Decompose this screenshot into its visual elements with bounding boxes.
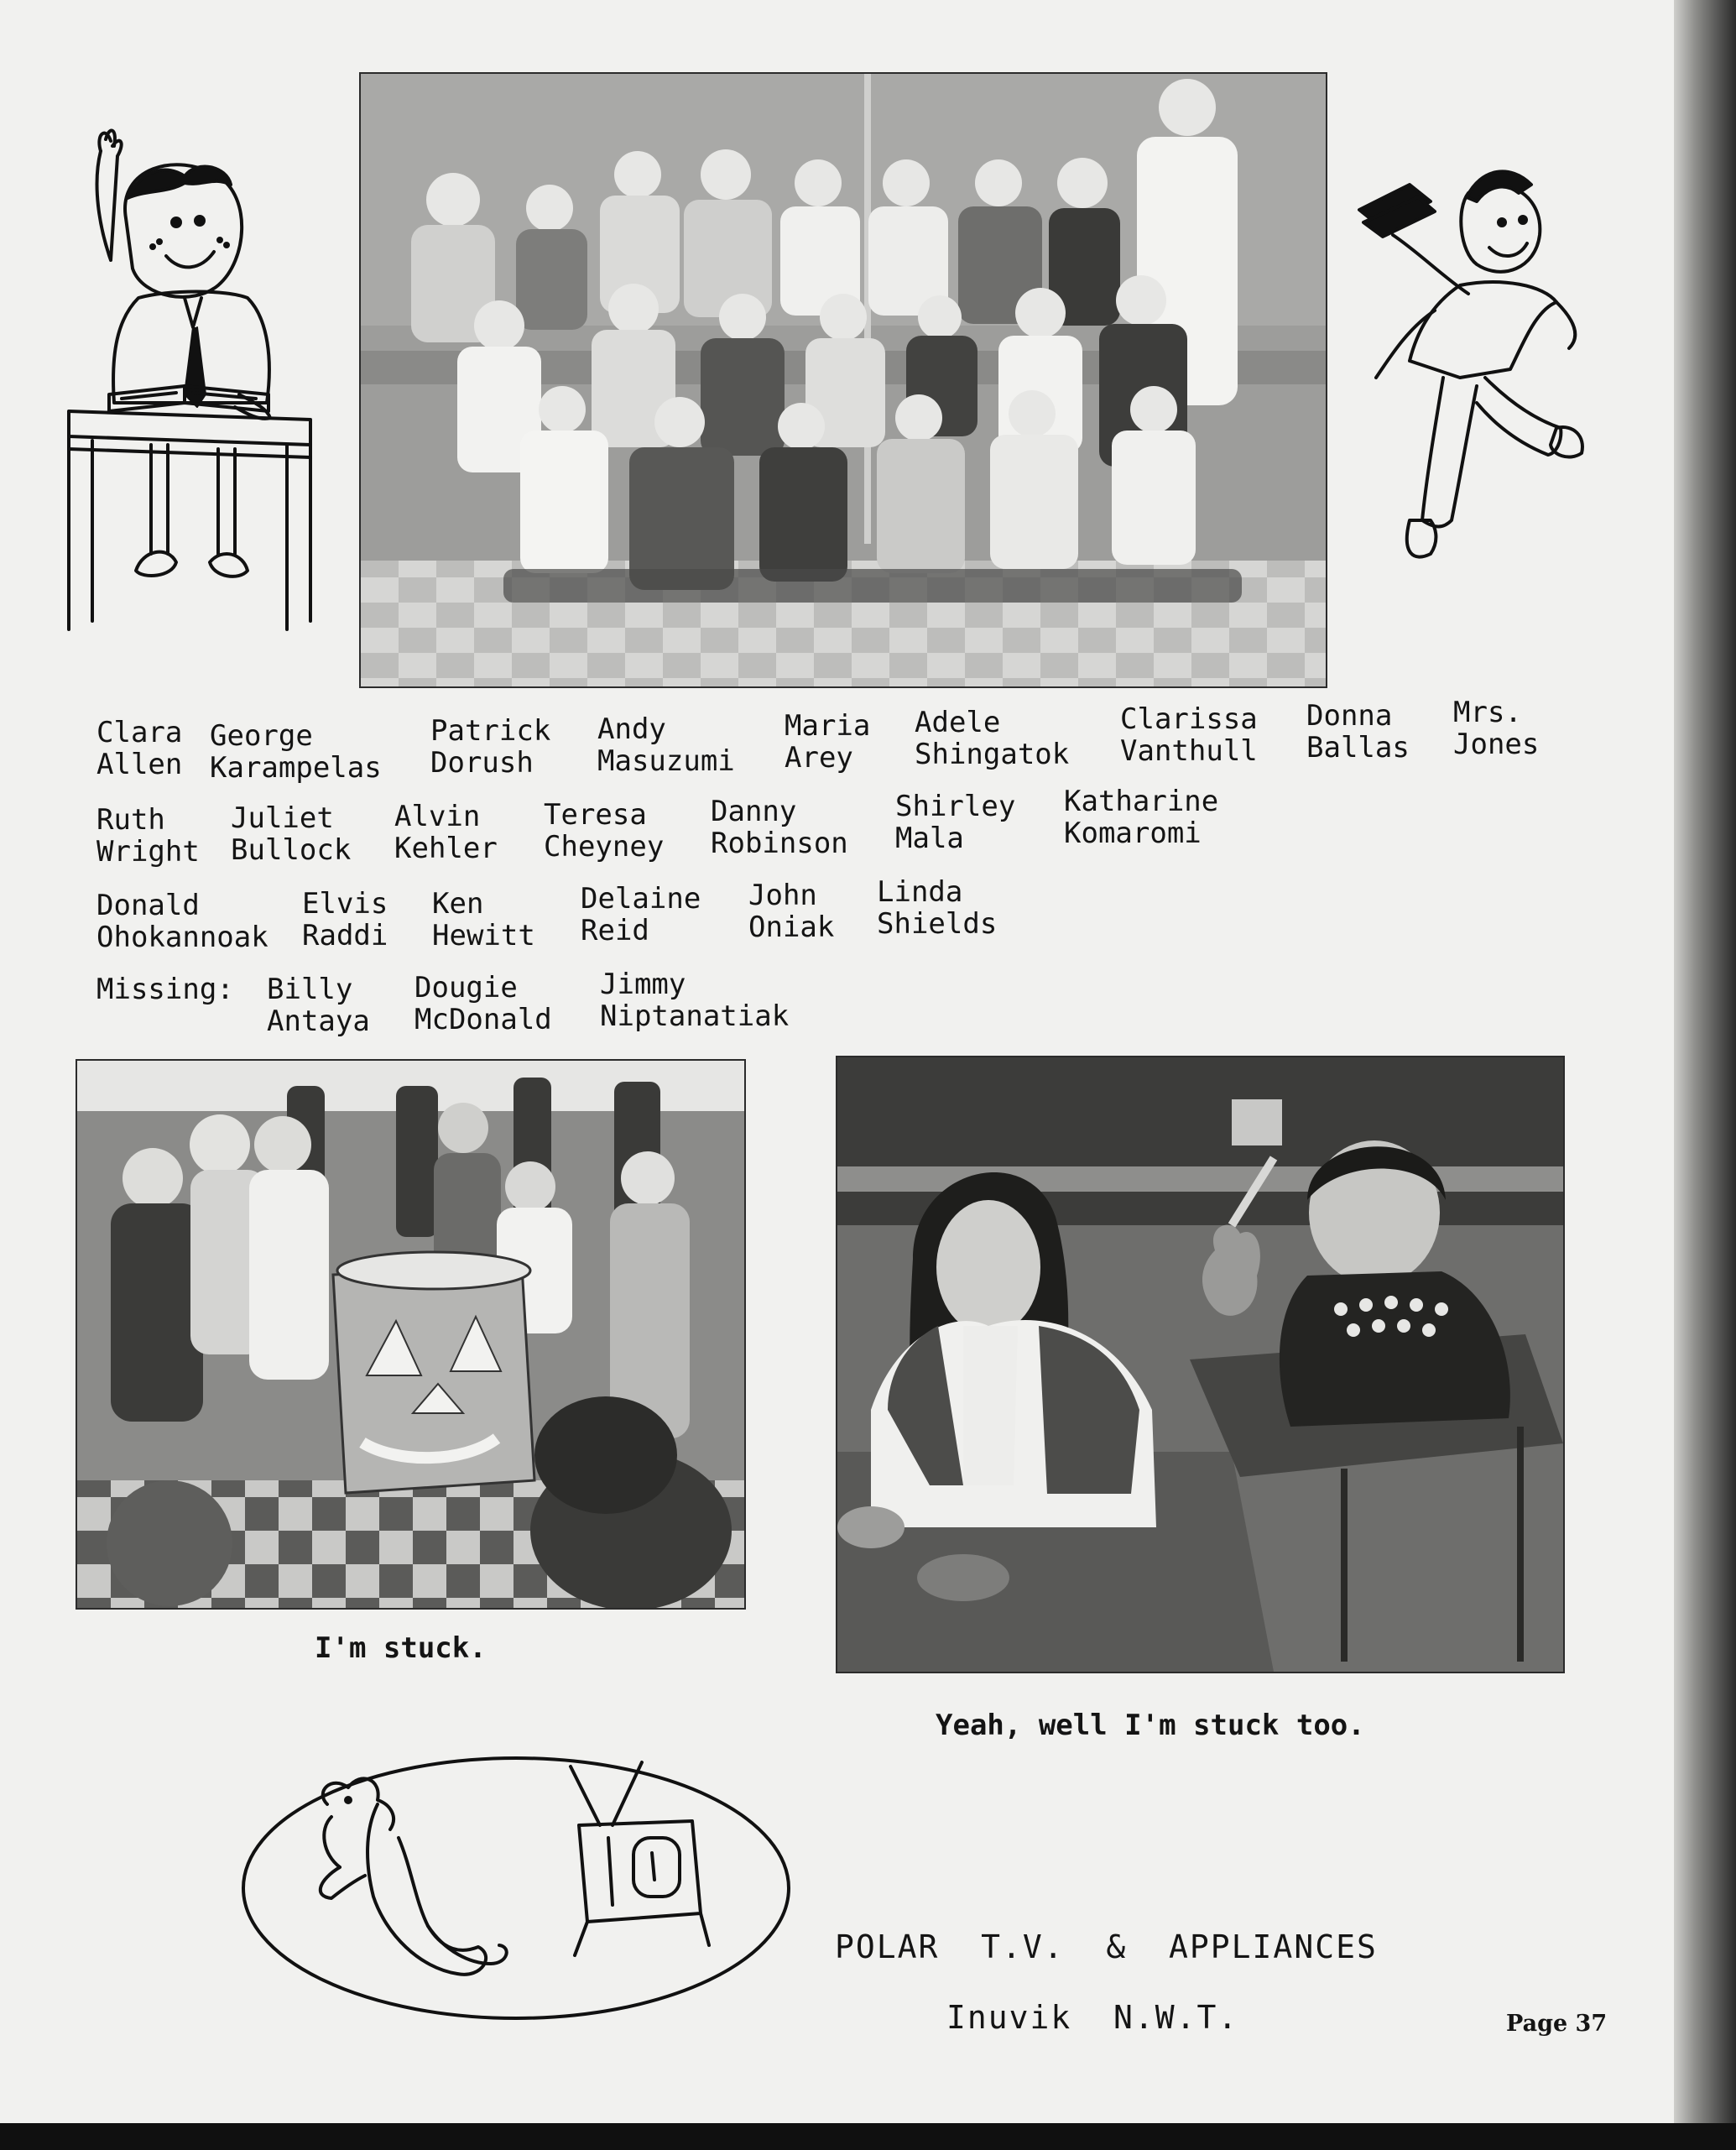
- student-name: Donna Ballas: [1306, 699, 1410, 765]
- student-name: Alvin Kehler: [394, 800, 498, 865]
- student-name: Clara Allen: [96, 716, 183, 781]
- student-name: Ruth Wright: [96, 803, 200, 869]
- boy-running-with-books-icon: [1342, 159, 1594, 613]
- student-name: John Oniak: [748, 879, 835, 944]
- student-name: Linda Shields: [877, 875, 998, 941]
- missing-label: Missing:: [96, 973, 234, 1006]
- student-name: Teresa Cheyney: [544, 798, 665, 864]
- student-name: Patrick Dorush: [430, 714, 551, 780]
- page-bottom-shadow: [0, 2123, 1736, 2150]
- student-name: Andy Masuzumi: [597, 712, 735, 778]
- clay-art-class-photo: [836, 1056, 1565, 1673]
- student-name: Maria Arey: [785, 709, 871, 775]
- student-name: Katharine Komaromi: [1064, 785, 1219, 850]
- student-name: Donald Ohokannoak: [96, 889, 268, 954]
- relaxing-figure-and-tv-icon: [239, 1754, 793, 2022]
- student-name: George Karampelas: [210, 719, 382, 785]
- student-name: Billy Antaya: [267, 973, 370, 1038]
- student-name: Ken Hewitt: [432, 887, 535, 952]
- student-name: Delaine Reid: [581, 882, 701, 947]
- boy-at-desk-icon: [59, 117, 336, 638]
- student-name: Dougie McDonald: [414, 971, 552, 1036]
- student-name: Elvis Raddi: [302, 887, 388, 952]
- right-photo-caption: Yeah, well I'm stuck too.: [936, 1709, 1365, 1742]
- advertiser-name: POLAR T.V. & APPLIANCES: [835, 1928, 1378, 1965]
- student-name: Danny Robinson: [711, 795, 848, 860]
- pumpkin-costume-photo: [76, 1059, 746, 1610]
- class-group-photo: [359, 72, 1327, 688]
- student-name: Jimmy Niptanatiak: [600, 968, 790, 1033]
- teacher-name: Mrs. Jones: [1453, 696, 1540, 761]
- student-name: Shirley Mala: [895, 790, 1016, 855]
- left-photo-caption: I'm stuck.: [315, 1631, 487, 1665]
- page-number: Page 37: [1506, 2011, 1608, 2037]
- page-edge-shadow: [1674, 0, 1736, 2150]
- student-name: Adele Shingatok: [915, 706, 1070, 771]
- student-name: Juliet Bullock: [231, 801, 352, 867]
- advertiser-location: Inuvik N.W.T.: [946, 1999, 1239, 2036]
- student-name: Clarissa Vanthull: [1120, 702, 1258, 768]
